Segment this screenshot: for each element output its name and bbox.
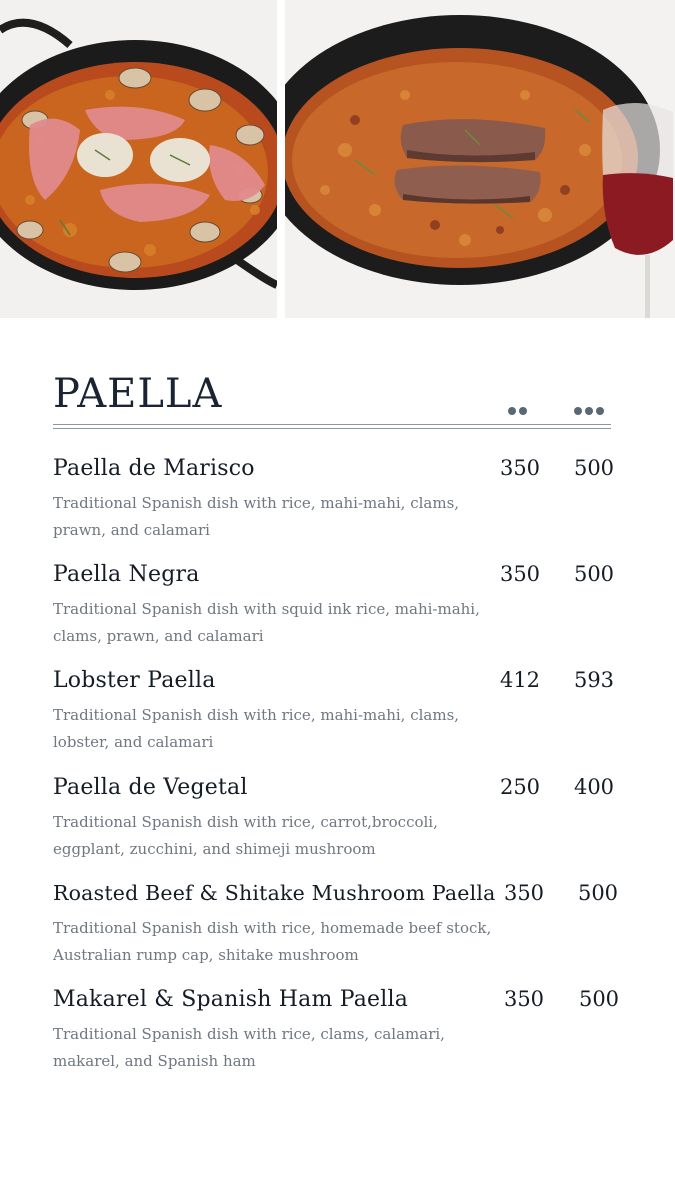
price-large: 500 [577, 881, 619, 905]
dot-icon [508, 407, 516, 415]
seafood-paella-image [0, 0, 277, 318]
price-small: 350 [503, 987, 545, 1011]
dot-icon [585, 407, 593, 415]
price-large: 500 [573, 562, 615, 586]
large-size-icon [574, 406, 604, 416]
beef-paella-photo [285, 0, 675, 318]
item-description: Traditional Spanish dish with rice, homemade beef stock, Australian rump cap, shitake mushroom [53, 919, 492, 964]
menu-section [0, 318, 675, 1200]
price-small: 412 [499, 668, 541, 692]
item-name: Paella Negra [53, 562, 200, 587]
title-divider [53, 424, 611, 425]
price-small: 250 [499, 775, 541, 799]
item-description: Traditional Spanish dish with squid ink rice, mahi-mahi, clams, prawn, and calamari [53, 600, 480, 645]
item-name: Roasted Beef & Shitake Mushroom Paella [53, 881, 496, 905]
item-name: Paella de Marisco [53, 456, 255, 481]
title-divider [53, 428, 611, 429]
price-small: 350 [499, 456, 541, 480]
price-small: 350 [503, 881, 545, 905]
dot-icon [596, 407, 604, 415]
item-description: Traditional Spanish dish with rice, clams, calamari, makarel, and Spanish ham [53, 1025, 445, 1070]
item-description: Traditional Spanish dish with rice, carrot,broccoli, eggplant, zucchini, and shimeji mushroom [53, 813, 438, 858]
item-description: Traditional Spanish dish with rice, mahi-mahi, clams, lobster, and calamari [53, 706, 460, 751]
item-name: Lobster Paella [53, 668, 216, 693]
price-large: 500 [573, 456, 615, 480]
dot-icon [574, 407, 582, 415]
price-large: 593 [573, 668, 615, 692]
small-size-icon [508, 406, 527, 416]
item-name: Makarel & Spanish Ham Paella [53, 987, 409, 1012]
menu-title: PAELLA [53, 371, 223, 417]
item-name: Paella de Vegetal [53, 775, 248, 800]
price-large: 400 [573, 775, 615, 799]
beef-paella-image [285, 0, 675, 318]
seafood-paella-photo [0, 0, 277, 318]
price-large: 500 [578, 987, 620, 1011]
price-small: 350 [499, 562, 541, 586]
dot-icon [519, 407, 527, 415]
item-description: Traditional Spanish dish with rice, mahi-mahi, clams, prawn, and calamari [53, 494, 460, 539]
